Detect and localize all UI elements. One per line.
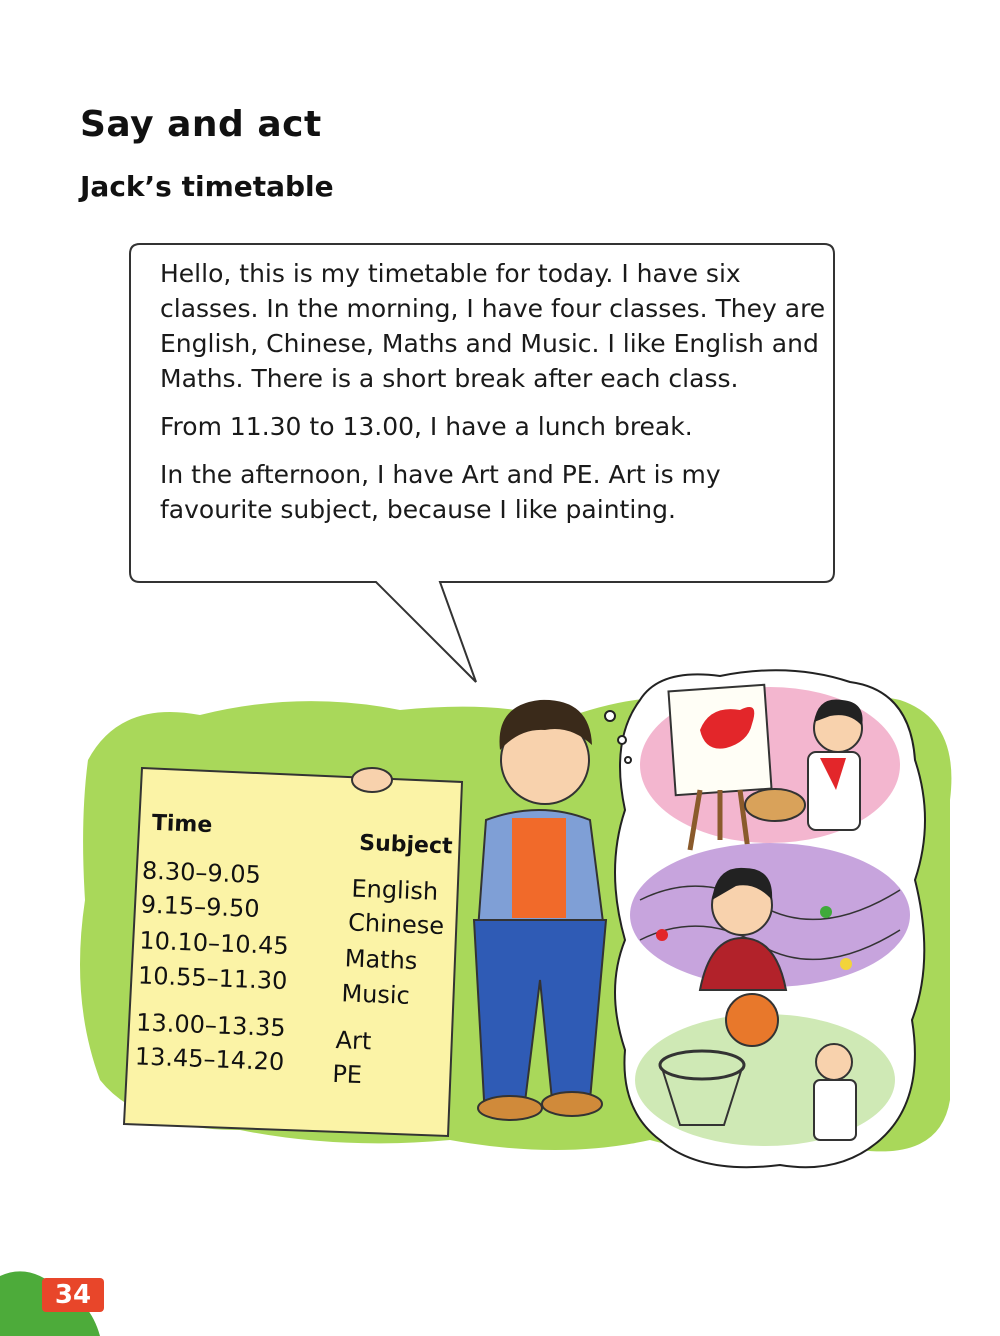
timetable-time: 9.15–9.50: [140, 890, 261, 923]
thought-dot-icon: [618, 736, 626, 744]
timetable-subject-header: Subject: [358, 830, 453, 860]
timetable-subject: Maths: [344, 944, 418, 976]
jack-shoe-icon: [478, 1096, 542, 1120]
timetable-time: 10.55–11.30: [137, 961, 288, 996]
section-subheading: Jack’s timetable: [80, 170, 334, 203]
thought-dot-icon: [625, 757, 631, 763]
speech-paragraph: Hello, this is my timetable for today. I have six classes. In the morning, I have four classes. They are English, Chinese, Maths and Music. I like English and Maths. There is a short break after each class.: [160, 259, 826, 393]
timetable-time: 10.10–10.45: [138, 926, 290, 961]
boy-playing-shirt-icon: [814, 1080, 856, 1140]
speech-paragraph: In the afternoon, I have Art and PE. Art is my favourite subject, because I like painting.: [160, 460, 721, 524]
timetable-time: 8.30–9.05: [141, 856, 262, 890]
timetable-subject: Art: [335, 1026, 372, 1056]
timetable-time: 13.00–13.35: [135, 1008, 287, 1043]
palette-icon: [745, 789, 805, 821]
timetable-time-header: Time: [151, 810, 213, 839]
music-note-icon: [656, 929, 668, 941]
speech-bubble-text: [160, 256, 840, 540]
music-note-icon: [840, 958, 852, 970]
timetable-subject: Music: [340, 979, 411, 1010]
speech-paragraph: From 11.30 to 13.00, I have a lunch break.: [160, 412, 693, 441]
music-note-icon: [820, 906, 832, 918]
jack-shoe-icon: [542, 1092, 602, 1116]
jack-shirt-icon: [512, 818, 566, 918]
timetable-subject: Chinese: [347, 908, 445, 941]
boy-playing-head-icon: [816, 1044, 852, 1080]
page-heading: Say and act: [80, 104, 322, 145]
basketball-icon: [726, 994, 778, 1046]
thought-dot-icon: [605, 711, 615, 721]
timetable-subject: English: [350, 874, 439, 906]
timetable-subject: PE: [331, 1059, 363, 1090]
timetable: [118, 768, 460, 1142]
timetable-time: 13.45–14.20: [134, 1042, 285, 1077]
page-number: 34: [42, 1278, 104, 1312]
